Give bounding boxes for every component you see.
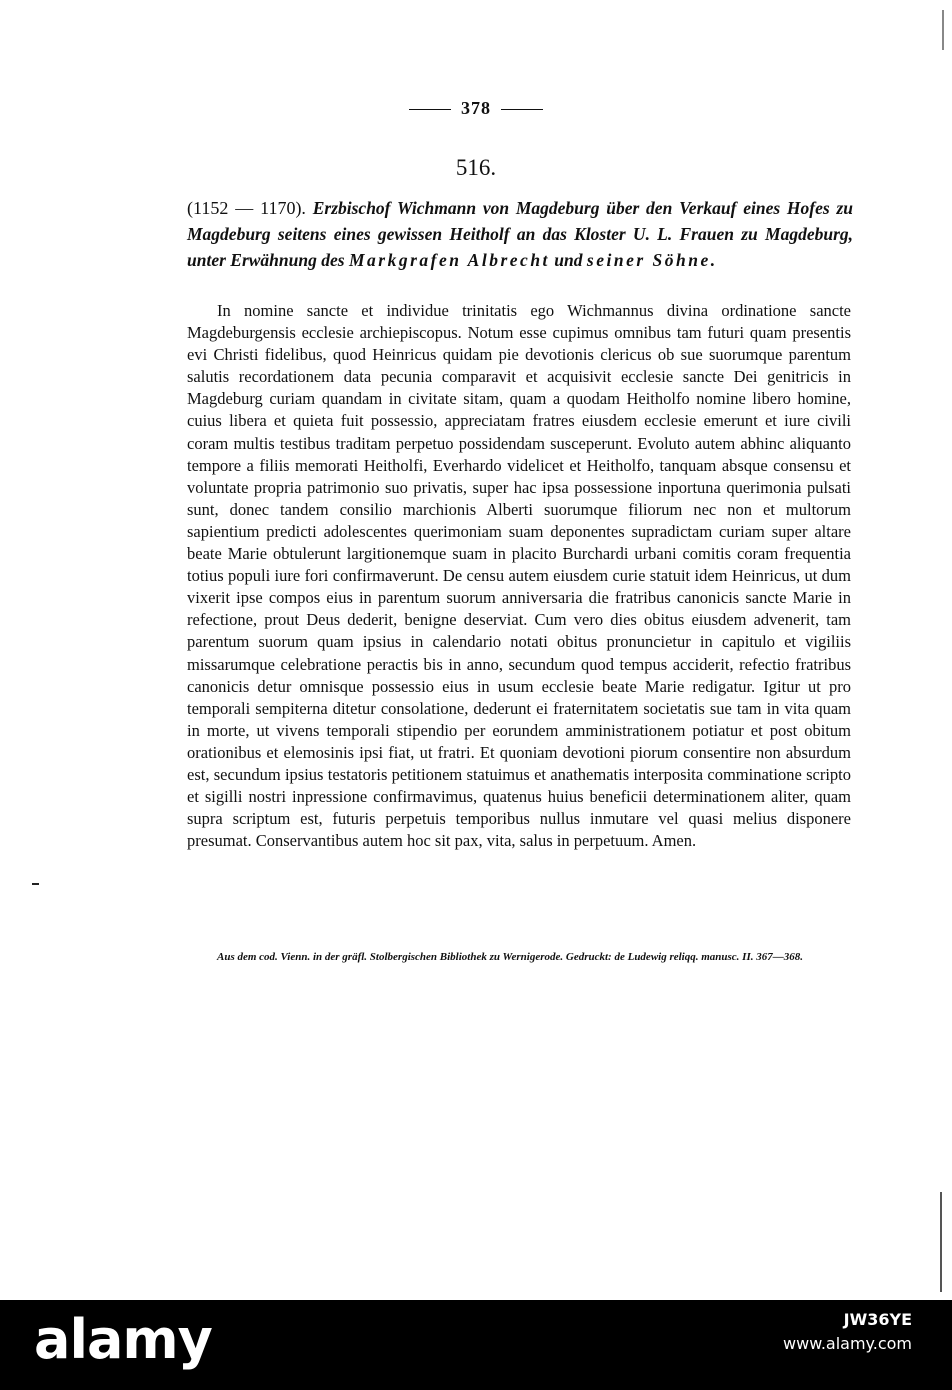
watermark-logo: alamy — [34, 1308, 212, 1371]
scan-mark — [32, 883, 39, 885]
heading-date: (1152 — 1170). — [187, 198, 306, 218]
watermark-url: www.alamy.com — [783, 1334, 912, 1353]
charter-paragraph: In nomine sancte et individue trinitatis ego Wichmannus divina ordinatione sancte Magdeburgensis ecclesie archiepiscopus. Notum esse cupimus omnibus tam futuri quam presentis evi Christi fidelibus, quod Heinricus quidam pie devotionis clericus ob sue suorumque parentum salutis recordationem data pecunia comparavit et acquisivit ecclesie sancte Dei genitricis in Magdeburg curiam quandam in civitate sitam, quam a quodam Heitholfo nomine libero homine, cuius libera et quieta fuit possessio, appreciatam fratres eiusdem ecclesie emerunt et iure civili coram multis testibus traditam perpetuo possidendam susceperunt. Evoluto autem abhinc aliquanto tempore a filiis memorati Heitholfi, Everhardo videlicet et Heitholfo, tanquam absque consensu et voluntate propria patrimonio suo privatis, super hac ipsa possessione inportuna querimonia pulsati sunt, donec tandem consilio marchionis Alberti suorumque filiorum nec non et multorum sapientium predicti adolescentes querimoniam suam deponentes supradictam curiam super altare beate Marie obtulerunt largitionemque suam in placito Burchardi urbani comitis coram frequentia totius populi iure fori confirmaverunt. De censu autem eiusdem curie statuit idem Heinricus, ut dum vixerit ipse compos eius in parentum suorum anniversaria die fratribus canonicis sancte Marie in refectione, prout Deus dederit, benigne deserviat. Cum vero dies obitus eiusdem advenerit, tam parentum suorum quam ipsius in calendario notati obitus pronuncietur in capitulo et vigiliis missarumque celebratione peractis bis in anno, secundum quod tempus acciderit, refectio fratribus canonicis detur omnisque possessio eius in usum ecclesie beate Marie redigatur. Igitur ut pro temporali sempiterna ditetur consolatione, dederunt ei fraternitatem societatis sue tam in vita quam in morte, ut vivens temporali stipendio per eorundem amministrationem potiatur et post obitum orationibus et elemosinis ipsi fiat, ut fratri. Et quoniam devotioni piorum consentire non absurdum est, secundum ipsius testatoris petitionem statuimus et anathematis interposita comminatione scripto et sigilli nostri inpressione confirmavimus, quatenus huius beneficii determinationem aliter, quam supra scriptum est, futuris perpetuis temporibus nullus inmutare vel quasi melius disponere presumat. Conservantibus autem hoc sit pax, vita, salus in perpetuum. Amen. — [187, 301, 851, 851]
heading-title-part-2: und — [554, 250, 583, 270]
page-number — [0, 98, 952, 119]
heading-title-spaced-1: Markgrafen Albrecht — [348, 250, 550, 270]
heading-title-spaced-2: seiner Söhne. — [586, 250, 718, 270]
document-number: 516. — [455, 155, 497, 180]
right-rule — [501, 109, 543, 110]
heading-title-part-1: Erzbischof Wichmann von Magdeburg über den Verkauf eines Hofes zu Magdeburg seitens eines gewissen Heitholf an das Kloster U. L. Frauen zu Magdeburg, unter Erwähnung des — [187, 198, 853, 270]
source-footnote: Aus dem cod. Vienn. in der gräfl. Stolbergischen Bibliothek zu Wernigerode. Gedruckt: de Ludewig reliqq. manusc. II. 367—368. — [217, 951, 803, 963]
scan-mark — [940, 1192, 942, 1292]
page-number-value: 378 — [461, 98, 491, 118]
charter-text — [187, 300, 851, 852]
document-heading — [187, 195, 853, 273]
scan-mark — [942, 10, 944, 50]
left-rule — [409, 109, 451, 110]
watermark-image-id: JW36YE — [843, 1310, 912, 1329]
